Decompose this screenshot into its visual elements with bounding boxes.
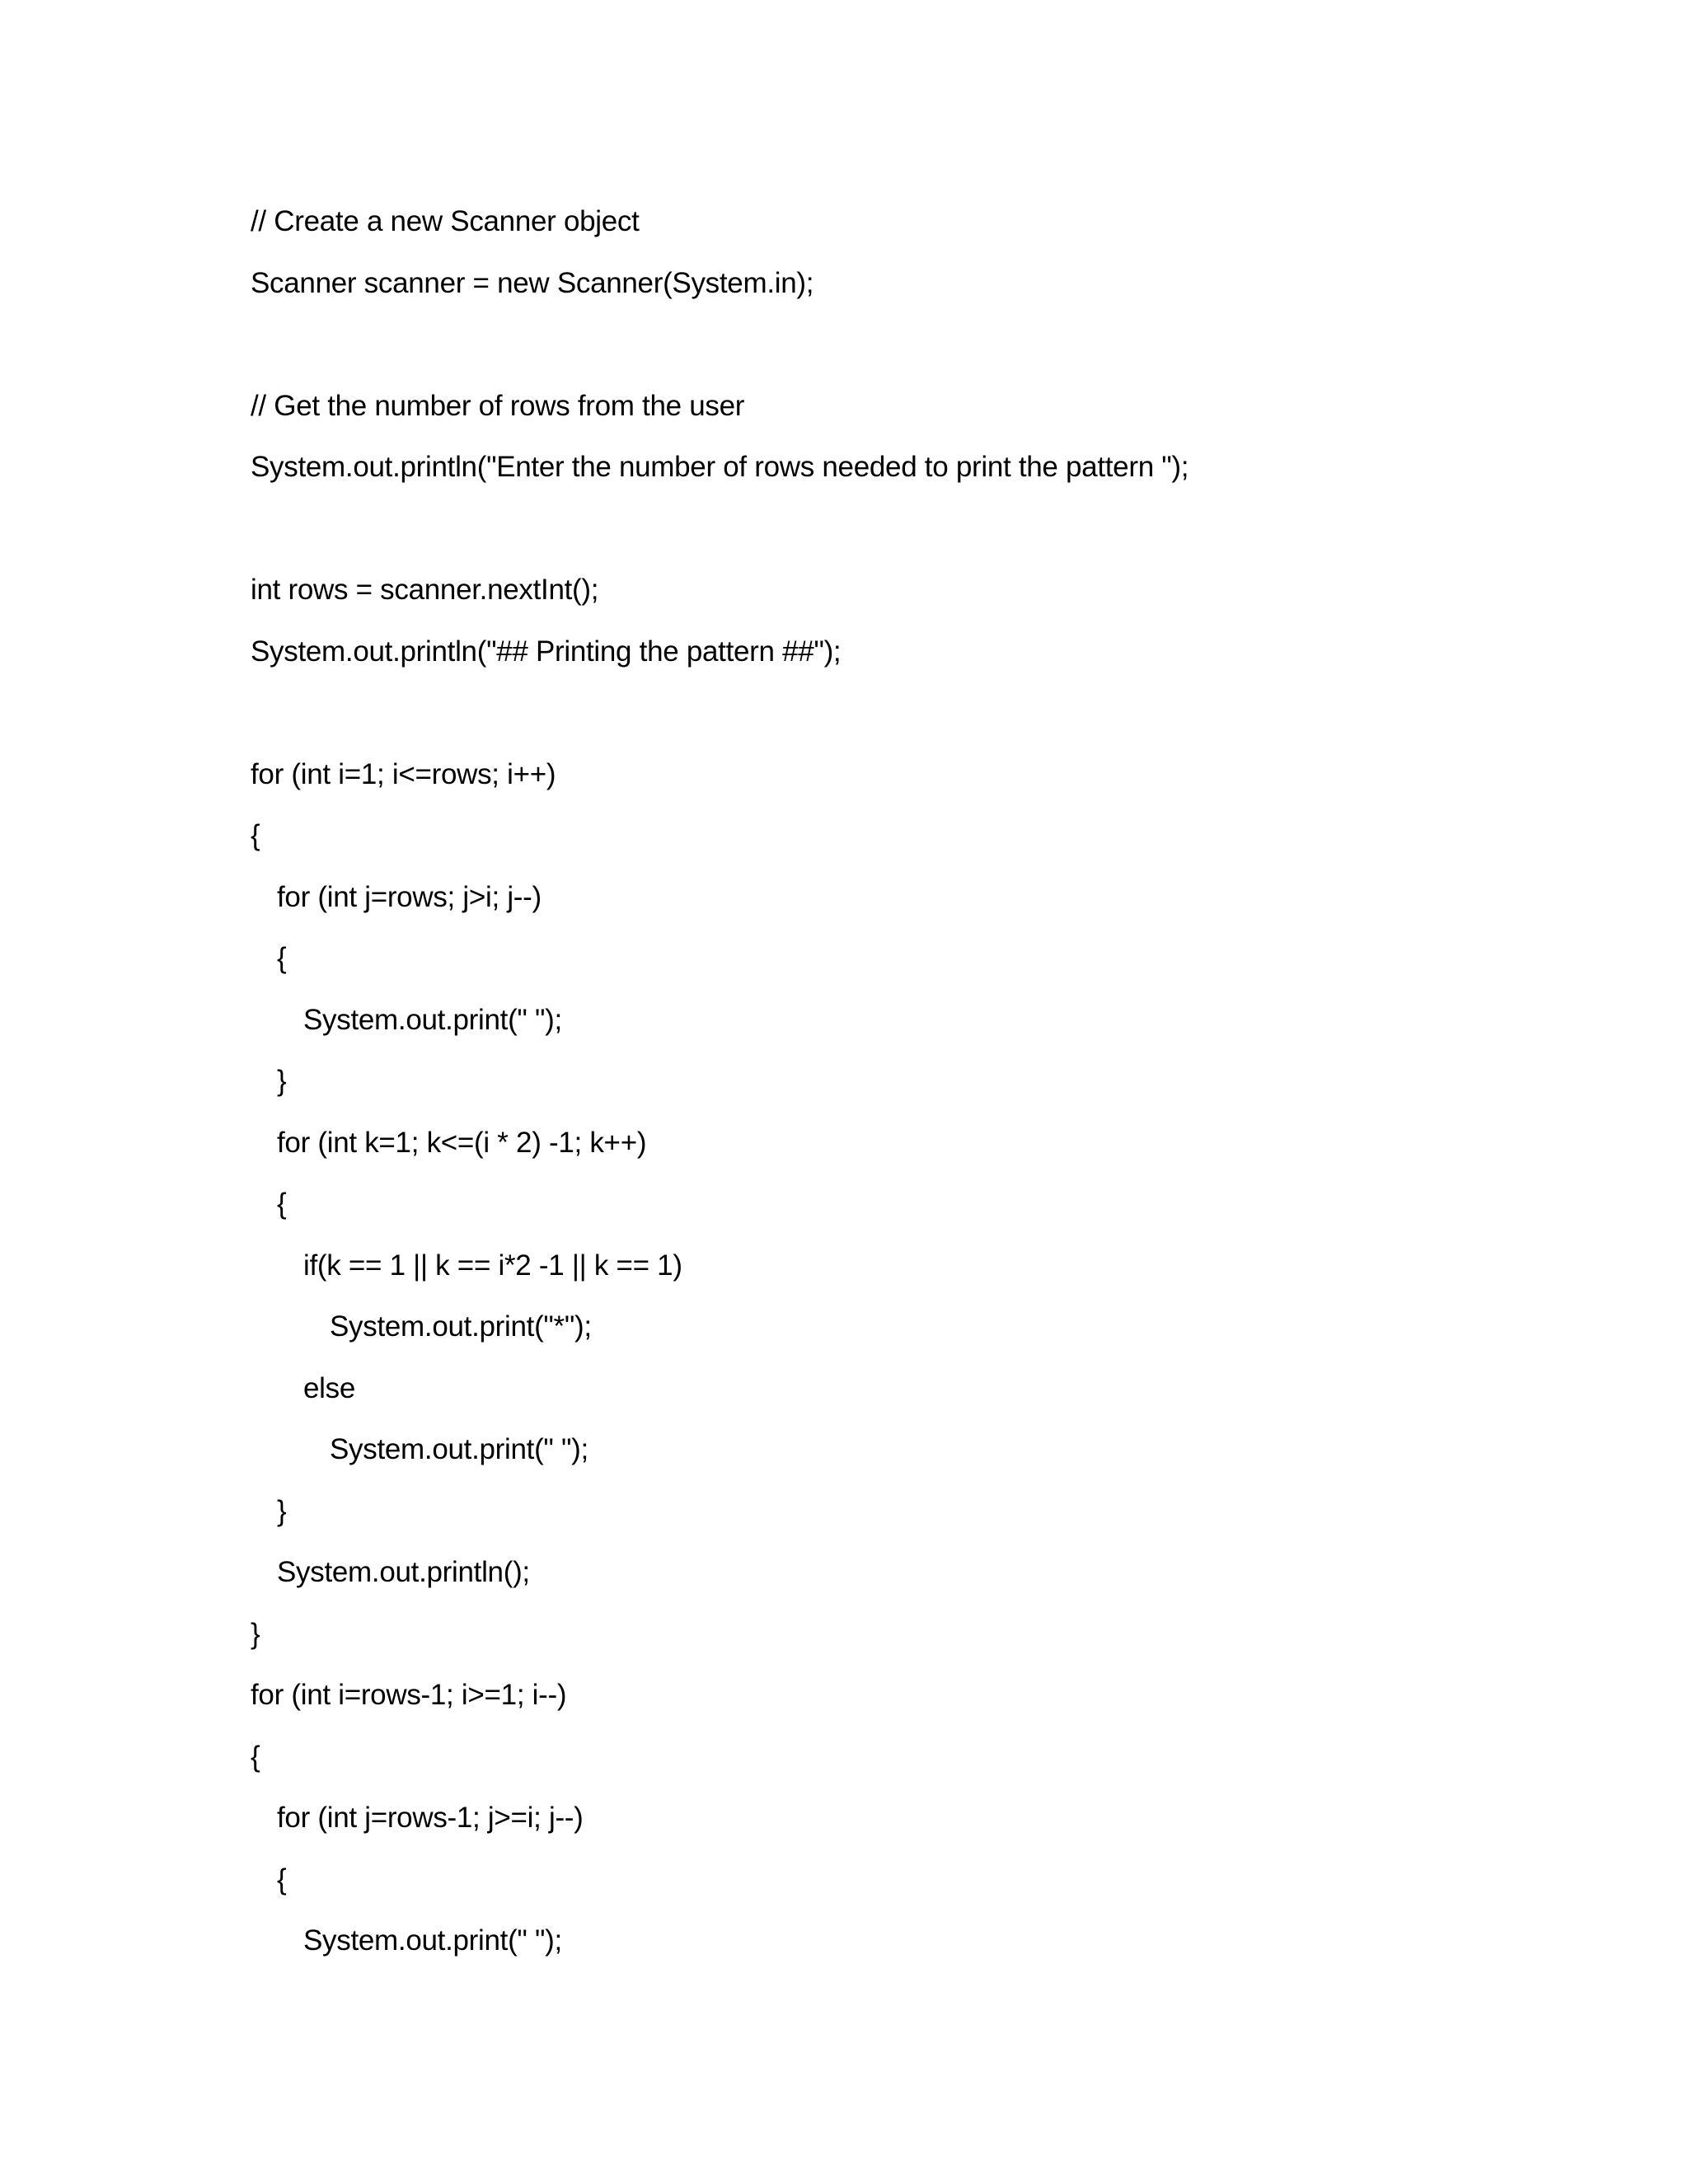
code-line: for (int i=1; i<=rows; i++) (251, 757, 556, 790)
code-line: { (277, 942, 287, 974)
code-line: for (int k=1; k<=(i * 2) -1; k++) (277, 1126, 647, 1159)
code-line: { (277, 1188, 287, 1220)
code-line: { (251, 1740, 260, 1773)
code-line: } (277, 1065, 287, 1097)
code-line: System.out.println("Enter the number of rows needed to print the pattern "); (251, 451, 1189, 483)
code-line: else (303, 1371, 356, 1404)
code-line: Scanner scanner = new Scanner(System.in); (251, 266, 814, 299)
code-line: System.out.print("*"); (330, 1310, 592, 1343)
blank-line (251, 499, 1569, 560)
code-line: System.out.print(" "); (303, 1924, 562, 1957)
code-line: { (277, 1863, 287, 1896)
code-listing (251, 191, 1569, 1972)
blank-line (251, 314, 1569, 376)
code-line: System.out.print(" "); (330, 1433, 588, 1465)
code-line: System.out.print(" "); (303, 1003, 562, 1036)
code-line: int rows = scanner.nextInt(); (251, 574, 599, 606)
code-line: // Get the number of rows from the user (251, 389, 745, 422)
code-line: // Create a new Scanner object (251, 205, 640, 237)
code-line: } (251, 1617, 260, 1650)
code-line: { (251, 819, 260, 851)
code-line: if(k == 1 || k == i*2 -1 || k == 1) (303, 1249, 682, 1282)
code-line: System.out.println("## Printing the pattern ##"); (251, 635, 842, 668)
code-line: System.out.println(); (277, 1556, 530, 1588)
code-line: for (int j=rows; j>i; j--) (277, 880, 542, 913)
code-line: for (int j=rows-1; j>=i; j--) (277, 1802, 584, 1834)
code-line: } (277, 1494, 287, 1527)
code-line: for (int i=rows-1; i>=1; i--) (251, 1679, 567, 1711)
blank-line (251, 682, 1569, 744)
